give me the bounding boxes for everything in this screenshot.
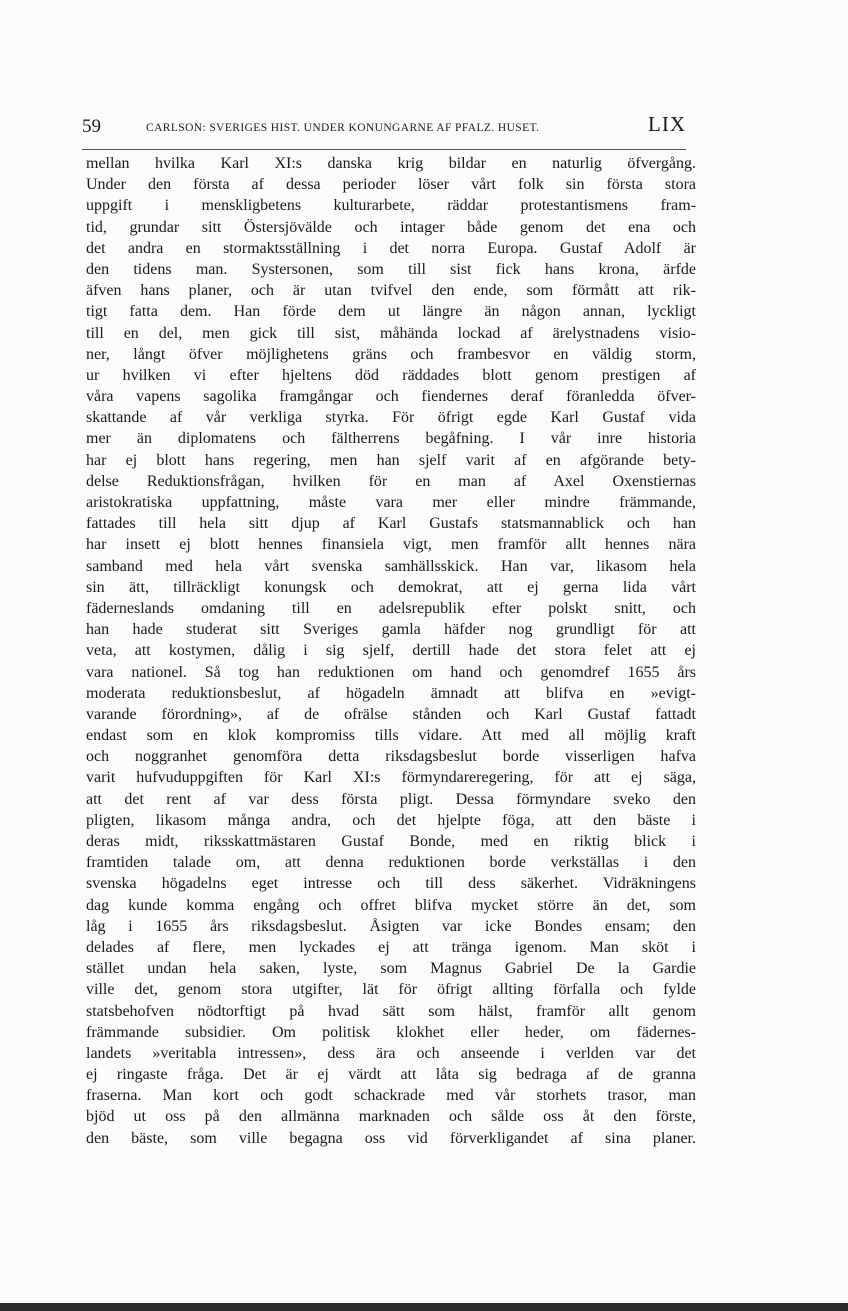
text-line: veta, att kostymen, dålig i sig sjelf, dertill hade det stora felet att ej <box>86 642 696 660</box>
text-line: den tidens man. Systersonen, som till sist fick hans krona, ärfde <box>86 260 696 278</box>
text-line: till en del, men gick till sist, måhända lockad af ärelystnadens visio- <box>86 324 696 342</box>
text-line: Under den första af dessa perioder löser vårt folk sin första stora <box>86 176 696 194</box>
page-header <box>82 112 686 142</box>
text-line: deras midt, riksskattmästaren Gustaf Bonde, med en riktig blick i <box>86 833 696 850</box>
text-line: våra vapens sagolika framgångar och fiendernes deraf föranledda öfver- <box>86 388 696 406</box>
text-line: samband med hela vårt svenska samhällsskick. Han var, likasom hela <box>86 557 696 575</box>
text-line: låg i 1655 års riksdagsbeslut. Åsigten var icke Bondes ensam; den <box>86 917 696 935</box>
text-line: delse Reduktionsfrågan, hvilken för en man af Axel Oxenstiernas <box>86 472 696 490</box>
text-line: varande förordning», af de ofrälse stånden och Karl Gustaf fattadt <box>86 705 696 723</box>
text-line: ur hvilken vi efter hjeltens död räddades blott genom prestigen af <box>86 366 696 384</box>
text-line: ville det, genom stora utgifter, lät för öfrigt allting förfalla och fylde <box>86 981 696 999</box>
roman-page-numeral: LIX <box>648 112 686 136</box>
text-line: det andra en stormaktsställning i det norra Europa. Gustaf Adolf är <box>86 239 696 257</box>
text-line: och noggranhet genomföra detta riksdagsbeslut borde visserligen hafva <box>86 748 696 766</box>
text-line: vara nationel. Så tog han reduktionen om hand och genomdref 1655 års <box>86 663 696 681</box>
text-line: bjöd ut oss på den allmänna marknaden och sålde oss åt den förste, <box>86 1108 696 1126</box>
text-line: varit hufvuduppgiften för Karl XI:s förmyndareregering, för att ej säga, <box>86 769 696 787</box>
text-line: skattande af vår verkliga styrka. För öfrigt egde Karl Gustaf vida <box>86 409 696 427</box>
text-line: fraserna. Man kort och godt schackrade med vår storhets trasor, man <box>86 1087 696 1105</box>
page-number: 59 <box>82 116 101 137</box>
text-line: främmande subsidier. Om politisk klokhet eller heder, om fädernes- <box>86 1023 696 1041</box>
header-rule <box>82 149 686 150</box>
text-line: han hade studerat sitt Sveriges gamla häfder nog grundligt för att <box>86 621 696 639</box>
text-line: att det rent af var dess första pligt. Dessa förmyndare sveko den <box>86 790 696 808</box>
text-line: fäderneslands omdaning till en adelsrepublik efter polskt snitt, och <box>86 599 696 617</box>
text-line: dag kunde komma engång och offret blifva mycket större än det, som <box>86 896 696 914</box>
text-line: ej ringaste fråga. Det är ej värdt att låta sig bedraga af de granna <box>86 1066 696 1084</box>
running-title: CARLSON: SVERIGES HIST. UNDER KONUNGARNE AF PFALZ. HUSET. <box>146 122 540 134</box>
text-line: den bäste, som ville begagna oss vid förverkligandet af sina planer. <box>86 1129 696 1147</box>
text-line: äfven hans planer, och är utan tvifvel den ende, som förmått att rik- <box>86 282 696 300</box>
text-line: har ej blott hans regering, men han sjelf varit af en afgörande bety- <box>86 451 696 469</box>
text-line: stället undan hela saken, lyste, som Magnus Gabriel De la Gardie <box>86 960 696 978</box>
text-line: statsbehofven nödtorftigt på hvad sätt som hälst, framför allt genom <box>86 1002 696 1020</box>
text-line: har insett ej blott hennes finansiela vigt, men framför allt hennes nära <box>86 536 696 554</box>
text-line: ner, långt öfver möjlighetens gräns och frambesvor en väldig storm, <box>86 345 696 363</box>
text-line: framtiden talade om, att denna reduktionen borde verkställas i den <box>86 854 696 872</box>
text-line: svenska högadelns eget intresse och till dess säkerhet. Vidräkningens <box>86 875 696 893</box>
text-line: uppgift i menskligbetens kulturarbete, räddar protestantismens fram- <box>86 197 696 215</box>
text-line: tigt fatta dem. Han förde dem ut längre än någon annan, lyckligt <box>86 303 696 321</box>
body-text <box>86 153 696 1149</box>
text-line: mellan hvilka Karl XI:s danska krig bildar en naturlig öfvergång. <box>86 155 696 172</box>
text-line: aristokratiska uppfattning, måste vara mer eller mindre främmande, <box>86 494 696 511</box>
text-line: moderata reduktionsbeslut, af högadeln ämnadt att blifva en »evigt- <box>86 684 696 702</box>
text-line: landets »veritabla intressen», dess ära och anseende i verlden var det <box>86 1044 696 1062</box>
scan-bottom-edge <box>0 1303 848 1311</box>
text-line: fattades till hela sitt djup af Karl Gustafs statsmannablick och han <box>86 515 696 533</box>
text-line: delades af flere, men lyckades ej att tränga igenom. Man sköt i <box>86 938 696 956</box>
text-line: mer än diplomatens och fältherrens begåfning. I vår inre historia <box>86 430 696 448</box>
text-line: tid, grundar sitt Östersjövälde och intager både genom det ena och <box>86 218 696 236</box>
text-line: pligten, likasom många andra, och det hjelpte föga, att den bäste i <box>86 811 696 829</box>
text-line: endast som en klok kompromiss tills vidare. Att med all möjlig kraft <box>86 727 696 745</box>
text-line: sin ätt, tillräckligt konungsk och demokrat, att ej gerna lida vårt <box>86 578 696 596</box>
